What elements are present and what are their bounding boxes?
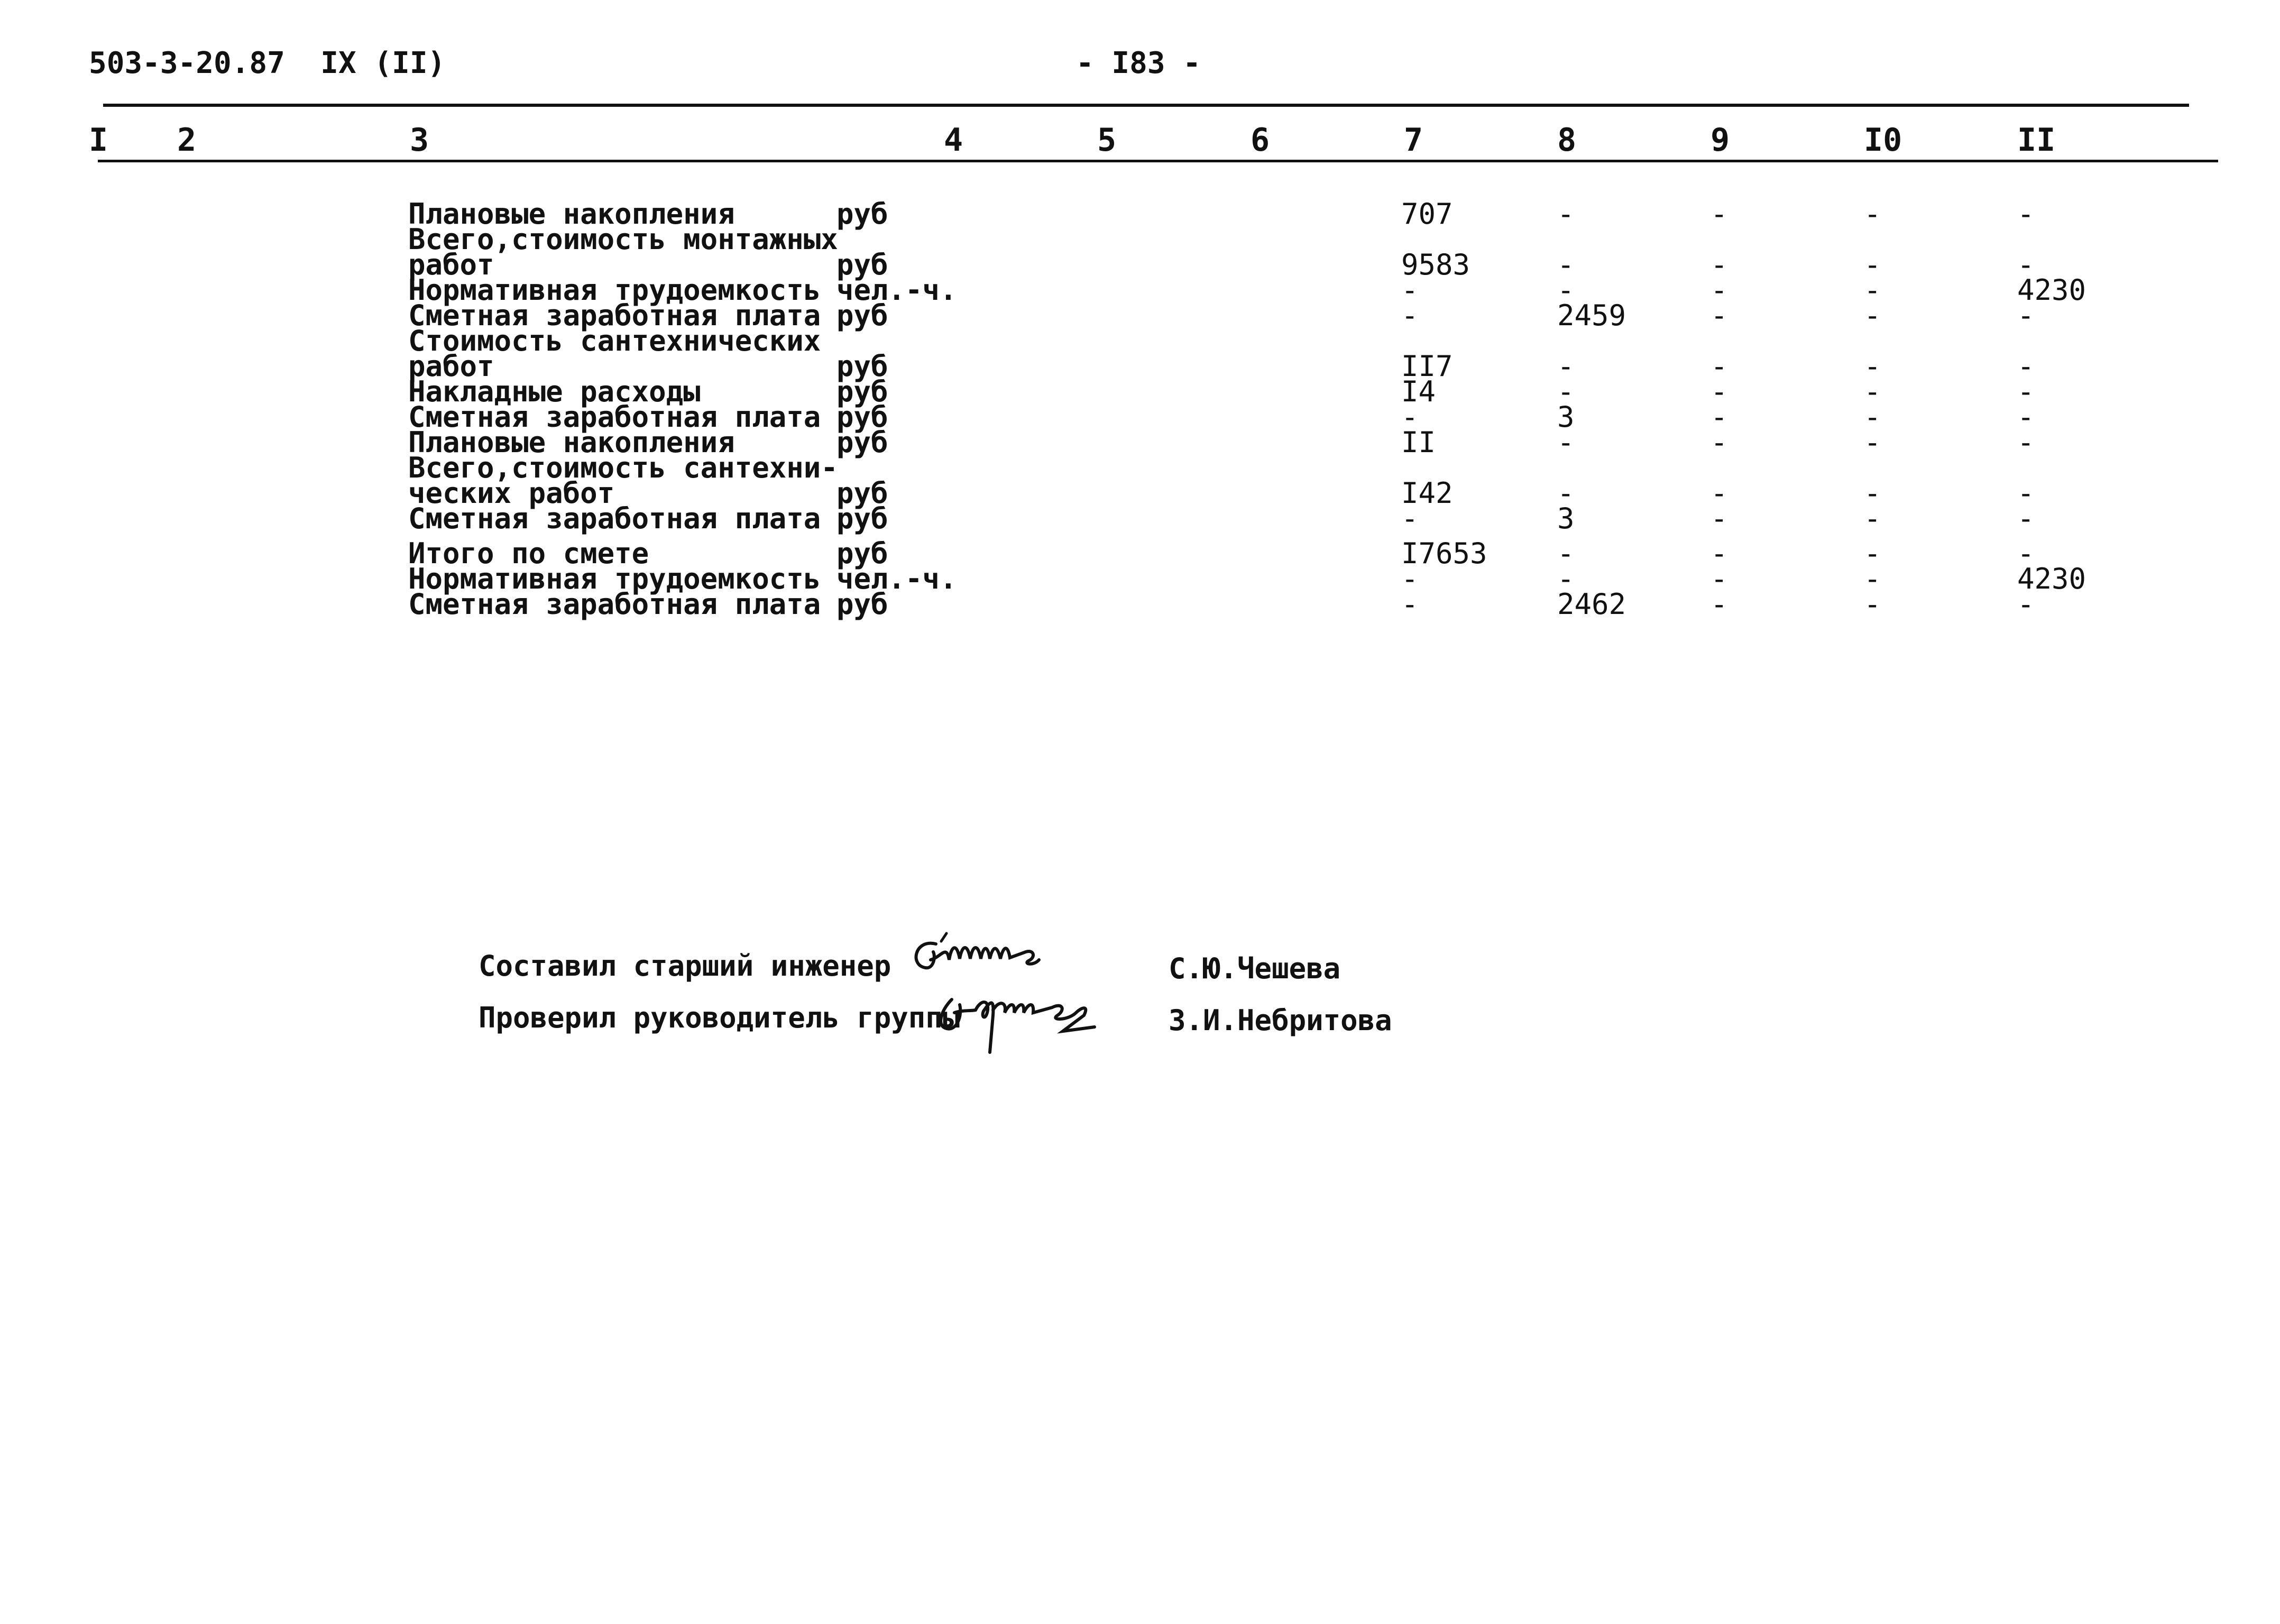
column-number: 6 — [1251, 122, 1270, 159]
row-label: Всего,стоимость монтажных — [408, 223, 838, 256]
cell-col-8: 2459 — [1557, 299, 1626, 332]
cell-col-11: 4230 — [2017, 562, 2086, 595]
cell-col-10: - — [1864, 375, 1881, 408]
cell-col-9: - — [1711, 375, 1728, 408]
cell-col-9: - — [1711, 197, 1728, 231]
table-row — [0, 476, 2280, 510]
page-number: - I83 - — [1076, 46, 1201, 80]
row-unit: руб — [836, 400, 888, 434]
cell-col-11: - — [2017, 426, 2035, 459]
table-row — [0, 562, 2280, 595]
row-label: Сметная заработная плата — [408, 299, 821, 332]
cell-col-11: - — [2017, 375, 2035, 408]
cell-col-8: - — [1557, 197, 1575, 231]
table-row — [0, 197, 2280, 231]
cell-col-11: - — [2017, 400, 2035, 434]
table-row — [0, 502, 2280, 535]
cell-col-9: - — [1711, 588, 1728, 621]
column-number: 9 — [1711, 122, 1730, 159]
compiled-by-name: С.Ю.Чешева — [1169, 952, 1341, 985]
column-number: I0 — [1864, 122, 1902, 159]
cell-col-8: 3 — [1557, 400, 1575, 434]
cell-col-10: - — [1864, 197, 1881, 231]
cell-col-9: - — [1711, 350, 1728, 383]
row-label: работ — [408, 350, 494, 383]
row-label: Плановые накопления — [408, 197, 735, 231]
table-row — [0, 350, 2280, 383]
table-row — [0, 588, 2280, 621]
row-unit: руб — [836, 476, 888, 510]
cell-col-8: - — [1557, 537, 1575, 570]
cell-col-10: - — [1864, 588, 1881, 621]
row-label: Стоимость сантехнических — [408, 324, 821, 357]
column-number: 3 — [410, 122, 429, 159]
cell-col-8: - — [1557, 426, 1575, 459]
cell-col-11: - — [2017, 502, 2035, 535]
cell-col-10: - — [1864, 562, 1881, 595]
row-label: работ — [408, 248, 494, 281]
checked-by-label: Проверил руководитель группы — [479, 1001, 960, 1034]
cell-col-8: - — [1557, 375, 1575, 408]
row-unit: руб — [836, 248, 888, 281]
row-unit: руб — [836, 350, 888, 383]
header-bottom-rule — [98, 160, 2218, 162]
cell-col-10: - — [1864, 273, 1881, 307]
cell-col-7: - — [1401, 502, 1419, 535]
cell-col-10: - — [1864, 426, 1881, 459]
cell-col-8: - — [1557, 562, 1575, 595]
handwritten-signature-icon — [931, 978, 1105, 1063]
cell-col-7: I4 — [1401, 375, 1436, 408]
cell-col-9: - — [1711, 400, 1728, 434]
row-unit: руб — [836, 426, 888, 459]
table-row — [0, 223, 2280, 256]
cell-col-7: I7653 — [1401, 537, 1487, 570]
table-row — [0, 273, 2280, 307]
cell-col-7: II7 — [1401, 350, 1453, 383]
table-row — [0, 537, 2280, 570]
column-number: 5 — [1097, 122, 1117, 159]
cell-col-8: - — [1557, 248, 1575, 281]
column-number: 7 — [1404, 122, 1423, 159]
cell-col-10: - — [1864, 299, 1881, 332]
checked-by-name: З.И.Небритова — [1169, 1004, 1392, 1037]
cell-col-11: - — [2017, 197, 2035, 231]
compiled-by-label: Составил старший инженер — [479, 949, 891, 983]
row-unit: чел.-ч. — [836, 273, 957, 307]
cell-col-9: - — [1711, 537, 1728, 570]
cell-col-9: - — [1711, 476, 1728, 510]
cell-col-8: - — [1557, 476, 1575, 510]
cell-col-8: - — [1557, 273, 1575, 307]
cell-col-7: - — [1401, 299, 1419, 332]
column-number: II — [2017, 122, 2056, 159]
table-row — [0, 248, 2280, 281]
table-row — [0, 324, 2280, 357]
cell-col-8: 2462 — [1557, 588, 1626, 621]
row-label: Всего,стоимость сантехни- — [408, 451, 838, 484]
row-label: ческих работ — [408, 476, 615, 510]
row-unit: руб — [836, 502, 888, 535]
table-row — [0, 426, 2280, 459]
cell-col-11: - — [2017, 248, 2035, 281]
table-row — [0, 400, 2280, 434]
cell-col-11: - — [2017, 588, 2035, 621]
row-unit: руб — [836, 588, 888, 621]
column-number: 4 — [944, 122, 963, 159]
row-label: Плановые накопления — [408, 426, 735, 459]
cell-col-7: - — [1401, 562, 1419, 595]
table-row — [0, 299, 2280, 332]
cell-col-10: - — [1864, 400, 1881, 434]
cell-col-10: - — [1864, 350, 1881, 383]
cell-col-7: - — [1401, 273, 1419, 307]
cell-col-9: - — [1711, 562, 1728, 595]
cell-col-11: - — [2017, 350, 2035, 383]
row-unit: чел.-ч. — [836, 562, 957, 595]
cell-col-7: 9583 — [1401, 248, 1470, 281]
cell-col-7: 707 — [1401, 197, 1453, 231]
cell-col-10: - — [1864, 476, 1881, 510]
row-label: Нормативная трудоемкость — [408, 273, 821, 307]
checked-by-signature — [931, 978, 1105, 1065]
cell-col-9: - — [1711, 299, 1728, 332]
table-row — [0, 375, 2280, 408]
cell-col-9: - — [1711, 273, 1728, 307]
cell-col-9: - — [1711, 502, 1728, 535]
row-unit: руб — [836, 197, 888, 231]
cell-col-10: - — [1864, 502, 1881, 535]
handwritten-signature-icon — [904, 928, 1073, 986]
row-unit: руб — [836, 375, 888, 408]
row-label: Сметная заработная плата — [408, 502, 821, 535]
row-label: Накладные расходы — [408, 375, 701, 408]
cell-col-10: - — [1864, 248, 1881, 281]
cell-col-7: - — [1401, 588, 1419, 621]
cell-col-7: - — [1401, 400, 1419, 434]
cell-col-11: - — [2017, 537, 2035, 570]
cell-col-7: I42 — [1401, 476, 1453, 510]
row-label: Нормативная трудоемкость — [408, 562, 821, 595]
column-number: 8 — [1557, 122, 1577, 159]
document-code: 503-3-20.87 IX (II) — [89, 46, 446, 80]
cell-col-10: - — [1864, 537, 1881, 570]
row-unit: руб — [836, 537, 888, 570]
cell-col-8: - — [1557, 350, 1575, 383]
top-rule — [103, 104, 2189, 107]
cell-col-9: - — [1711, 248, 1728, 281]
table-row — [0, 451, 2280, 484]
row-label: Итого по смете — [408, 537, 649, 570]
cell-col-11: - — [2017, 476, 2035, 510]
row-label: Сметная заработная плата — [408, 588, 821, 621]
row-unit: руб — [836, 299, 888, 332]
column-number: 2 — [177, 122, 197, 159]
cell-col-9: - — [1711, 426, 1728, 459]
cell-col-11: - — [2017, 299, 2035, 332]
column-number: I — [89, 122, 108, 159]
cell-col-7: II — [1401, 426, 1436, 459]
row-label: Сметная заработная плата — [408, 400, 821, 434]
cell-col-11: 4230 — [2017, 273, 2086, 307]
cell-col-8: 3 — [1557, 502, 1575, 535]
